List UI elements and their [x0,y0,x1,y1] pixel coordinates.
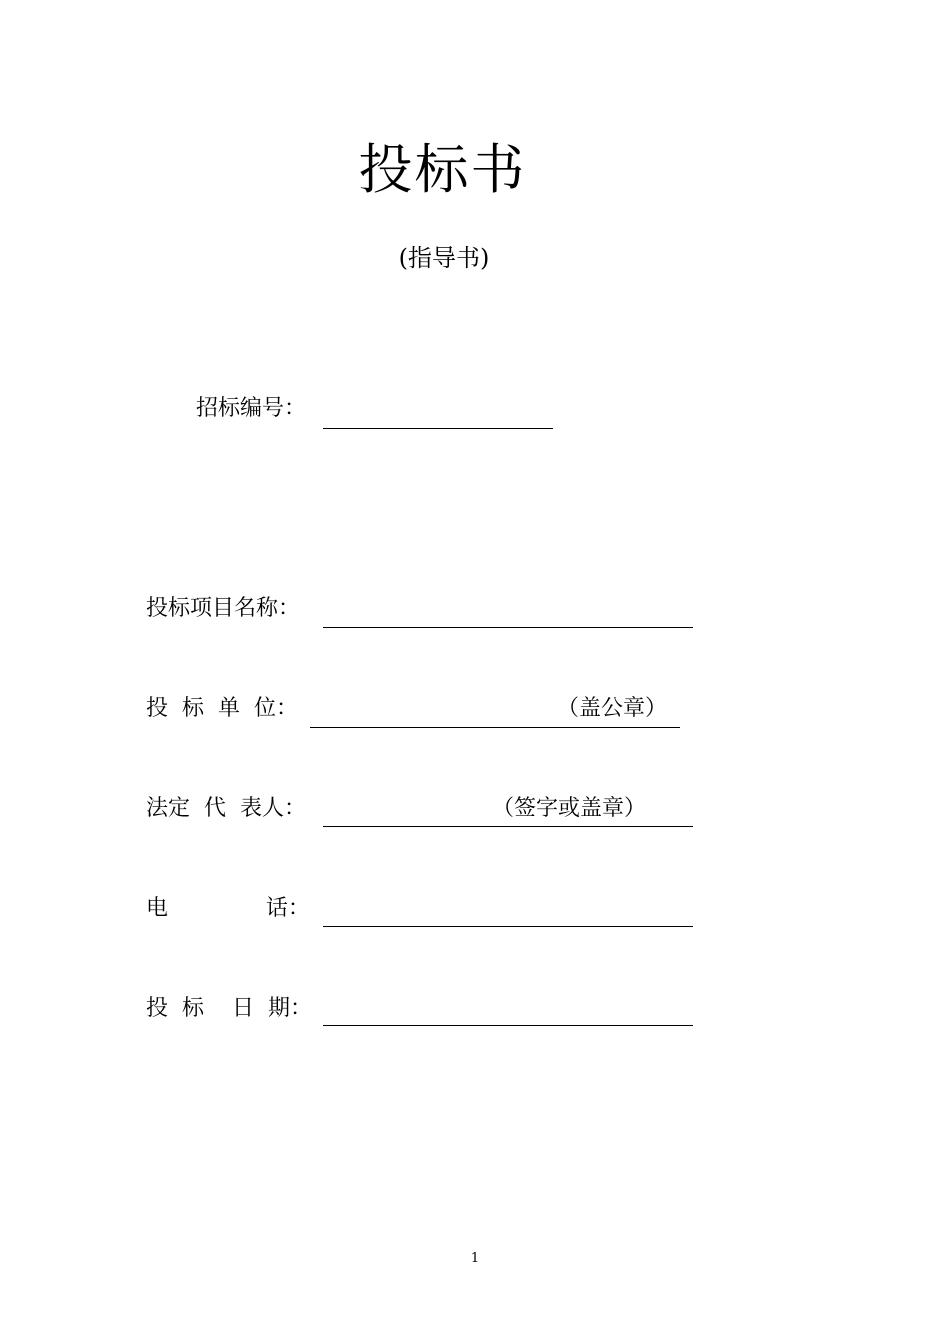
legal-rep-label: 法定 代 表人： [146,796,306,821]
document-subtitle: (指导书) [398,244,490,272]
project-name-field-line[interactable] [323,627,693,628]
legal-rep-field-line[interactable] [323,826,693,827]
phone-label: 电 话： [146,896,310,921]
bidder-seal-note: （盖公章） [557,696,668,721]
bidder-field-line[interactable] [310,727,680,728]
page-number: 1 [470,1251,480,1266]
tender-number-field-line[interactable] [323,428,553,429]
bidder-label: 投 标 单 位： [146,696,298,721]
document-title: 投标书 [358,138,527,201]
phone-field-line[interactable] [323,926,693,927]
legal-rep-signature-note: （签字或盖章） [492,796,647,821]
project-name-label: 投标项目名称： [146,596,301,621]
bid-date-label: 投 标 日 期： [146,996,312,1021]
bid-date-field-line[interactable] [323,1025,693,1026]
tender-number-label: 招标编号： [196,396,307,421]
